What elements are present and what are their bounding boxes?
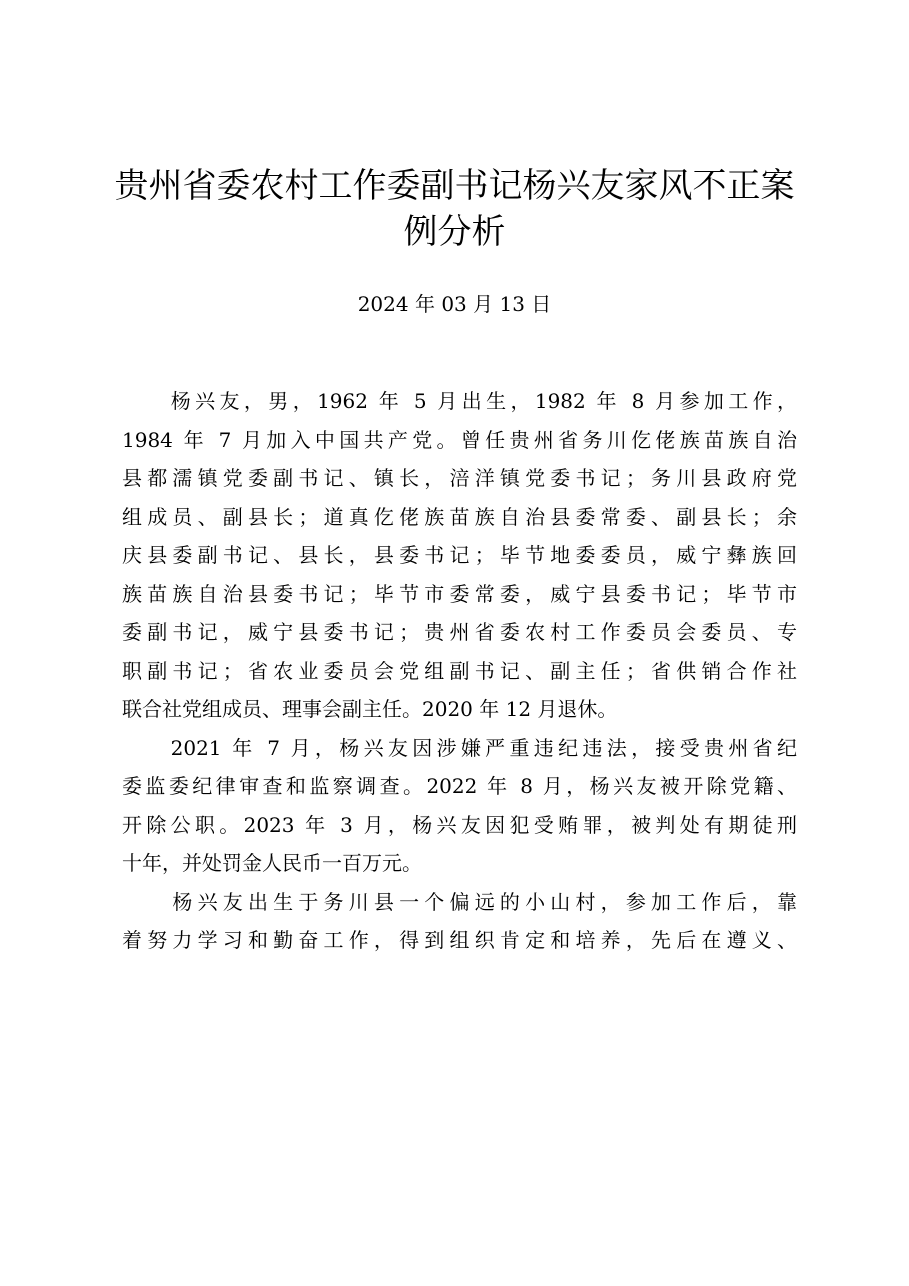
text-line: 联合社党组成员、理事会副主任。2020 年 12 月退休。	[122, 697, 618, 721]
text-line: 2021 年 7 月，杨兴友因涉嫌严重违纪违法，接受贵州省纪	[122, 735, 797, 760]
text-line: 开除公职。2023 年 3 月，杨兴友因犯受贿罪，被判处有期徒刑	[122, 812, 797, 837]
text-line: 着努力学习和勤奋工作，得到组织肯定和培养，先后在遵义、	[122, 928, 797, 952]
title-line-1: 贵州省委农村工作委副书记杨兴友家风不正案	[114, 166, 795, 206]
text-line: 杨兴友出生于务川县一个偏远的小山村，参加工作后，靠	[122, 889, 797, 914]
text-line: 职副书记；省农业委员会党组副书记、副主任；省供销合作社	[122, 658, 797, 683]
document-title	[0, 163, 909, 255]
text-line: 组成员、副县长；道真仡佬族苗族自治县委常委、副县长；余	[122, 504, 797, 529]
text-line: 庆县委副书记、县长，县委书记；毕节地委委员，威宁彝族回	[122, 543, 797, 567]
text-line: 委副书记，威宁县委书记；贵州省委农村工作委员会委员、专	[122, 620, 797, 644]
text-line: 委监委纪律审查和监察调查。2022 年 8 月，杨兴友被开除党籍、	[122, 774, 797, 798]
title-line-2: 例分析	[403, 212, 506, 252]
article-body	[122, 382, 797, 960]
publish-date: 2024 年 03 月 13 日	[357, 292, 552, 316]
text-line: 族苗族自治县委书记；毕节市委常委，威宁县委书记；毕节市	[122, 581, 797, 606]
paragraph-1	[122, 382, 797, 729]
text-line: 十年，并处罚金人民币一百万元。	[122, 851, 422, 875]
paragraph-2	[122, 729, 797, 883]
text-line: 县都濡镇党委副书记、镇长，涪洋镇党委书记；务川县政府党	[122, 466, 797, 490]
text-line: 1984 年 7 月加入中国共产党。曾任贵州省务川仡佬族苗族自治	[122, 427, 797, 452]
paragraph-3	[122, 883, 797, 960]
text-line: 杨兴友，男，1962 年 5 月出生，1982 年 8 月参加工作，	[122, 389, 797, 413]
